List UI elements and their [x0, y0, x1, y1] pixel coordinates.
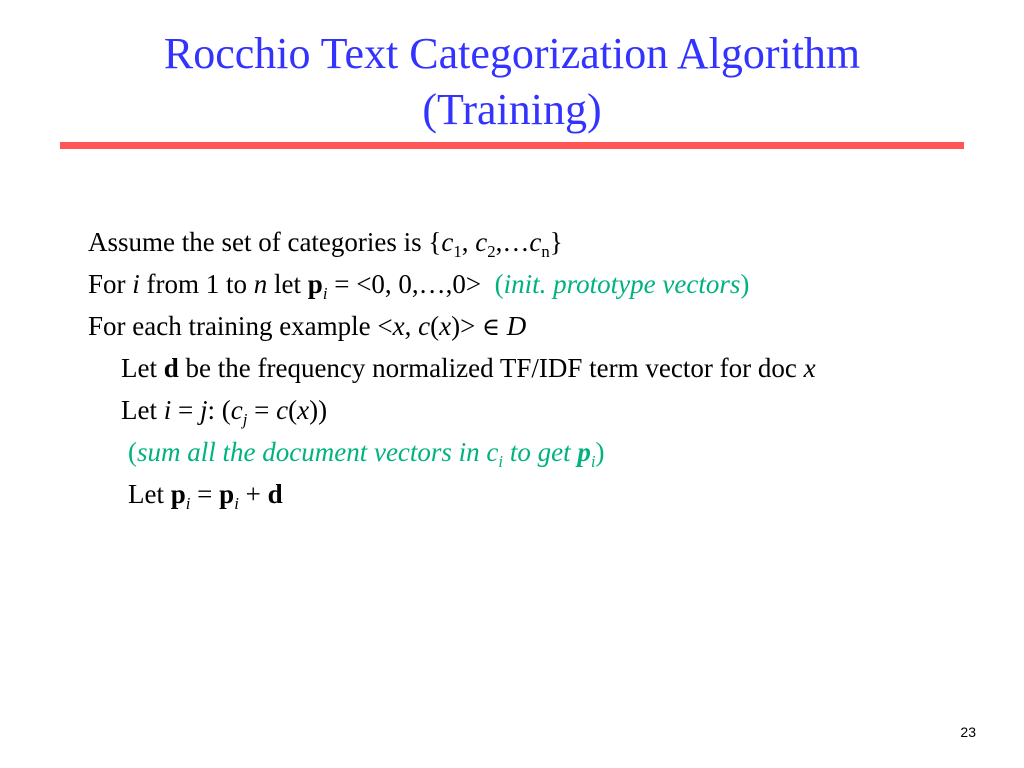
slide-title-line-1: Rocchio Text Categorization Algorithm — [163, 29, 861, 78]
title-underline — [60, 142, 964, 149]
line-for-each: For each training example <x, c(x)> ∈ D — [88, 311, 527, 341]
slide-body — [88, 222, 816, 516]
line-init-prototypes: For i from 1 to n let $p_i = <0$, 0,…,0> (init. prototype vectors) — [88, 269, 750, 303]
element-of-symbol: ∈ — [482, 312, 501, 341]
slide-title — [0, 26, 1024, 138]
slide-title-line-2: (Training) — [422, 85, 602, 134]
line-sum-comment: (sum all the document vectors in $c_i$ to get $p_i$) — [128, 437, 605, 471]
page-number: 23 — [960, 724, 976, 740]
line-let-d: Let d be the frequency normalized TF/IDF term vector for doc x — [121, 353, 816, 383]
init-comment: init. prototype vectors — [503, 269, 741, 299]
line-let-i: Let i = j: $(c_j = c(x))$ — [121, 395, 328, 429]
line-categories: Assume the set of categories is {$c_1$, $c_2,\dots c_n$} — [88, 227, 563, 261]
line-let-p: Let $p_i = p_i + d$ — [128, 479, 283, 513]
